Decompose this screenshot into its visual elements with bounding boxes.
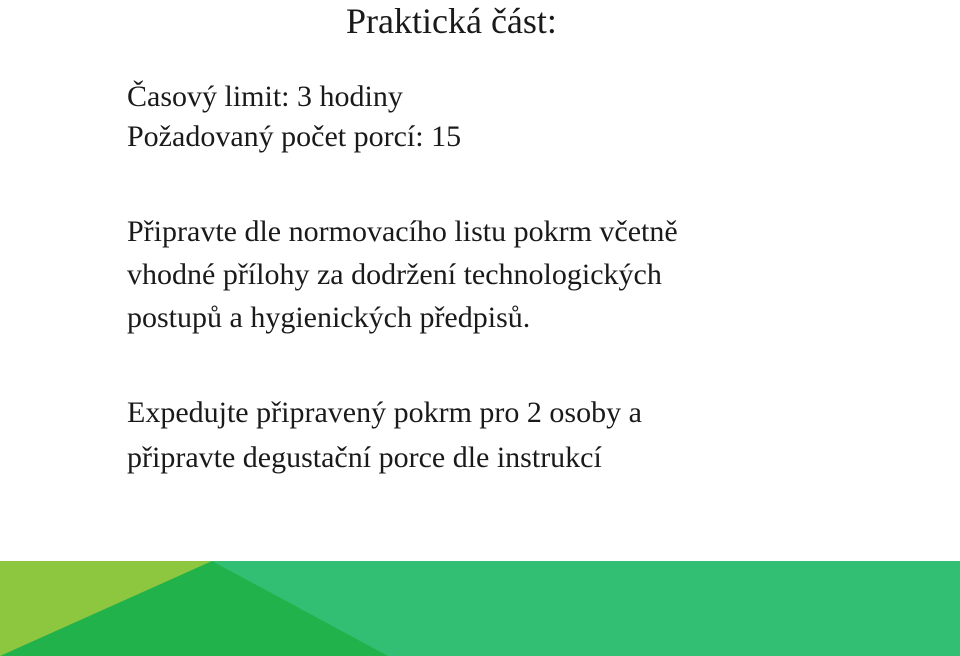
portions-line: Požadovaný počet porcí: 15 xyxy=(127,120,462,153)
task-block xyxy=(127,210,678,339)
task-line-2: vhodné přílohy za dodržení technologických xyxy=(127,258,662,291)
expedite-line-1: Expedujte připravený pokrm pro 2 osoby a xyxy=(127,396,642,429)
info-block xyxy=(127,77,461,157)
slide-title: Praktická část: xyxy=(346,1,557,41)
expedite-block xyxy=(127,390,642,480)
task-line-3: postupů a hygienických předpisů. xyxy=(127,301,531,334)
expedite-line-2: připravte degustační porce dle instrukcí xyxy=(127,441,602,474)
footer-decoration xyxy=(0,561,960,656)
time-limit-line: Časový limit: 3 hodiny xyxy=(127,80,403,113)
task-line-1: Připravte dle normovacího listu pokrm včetně xyxy=(127,215,678,248)
